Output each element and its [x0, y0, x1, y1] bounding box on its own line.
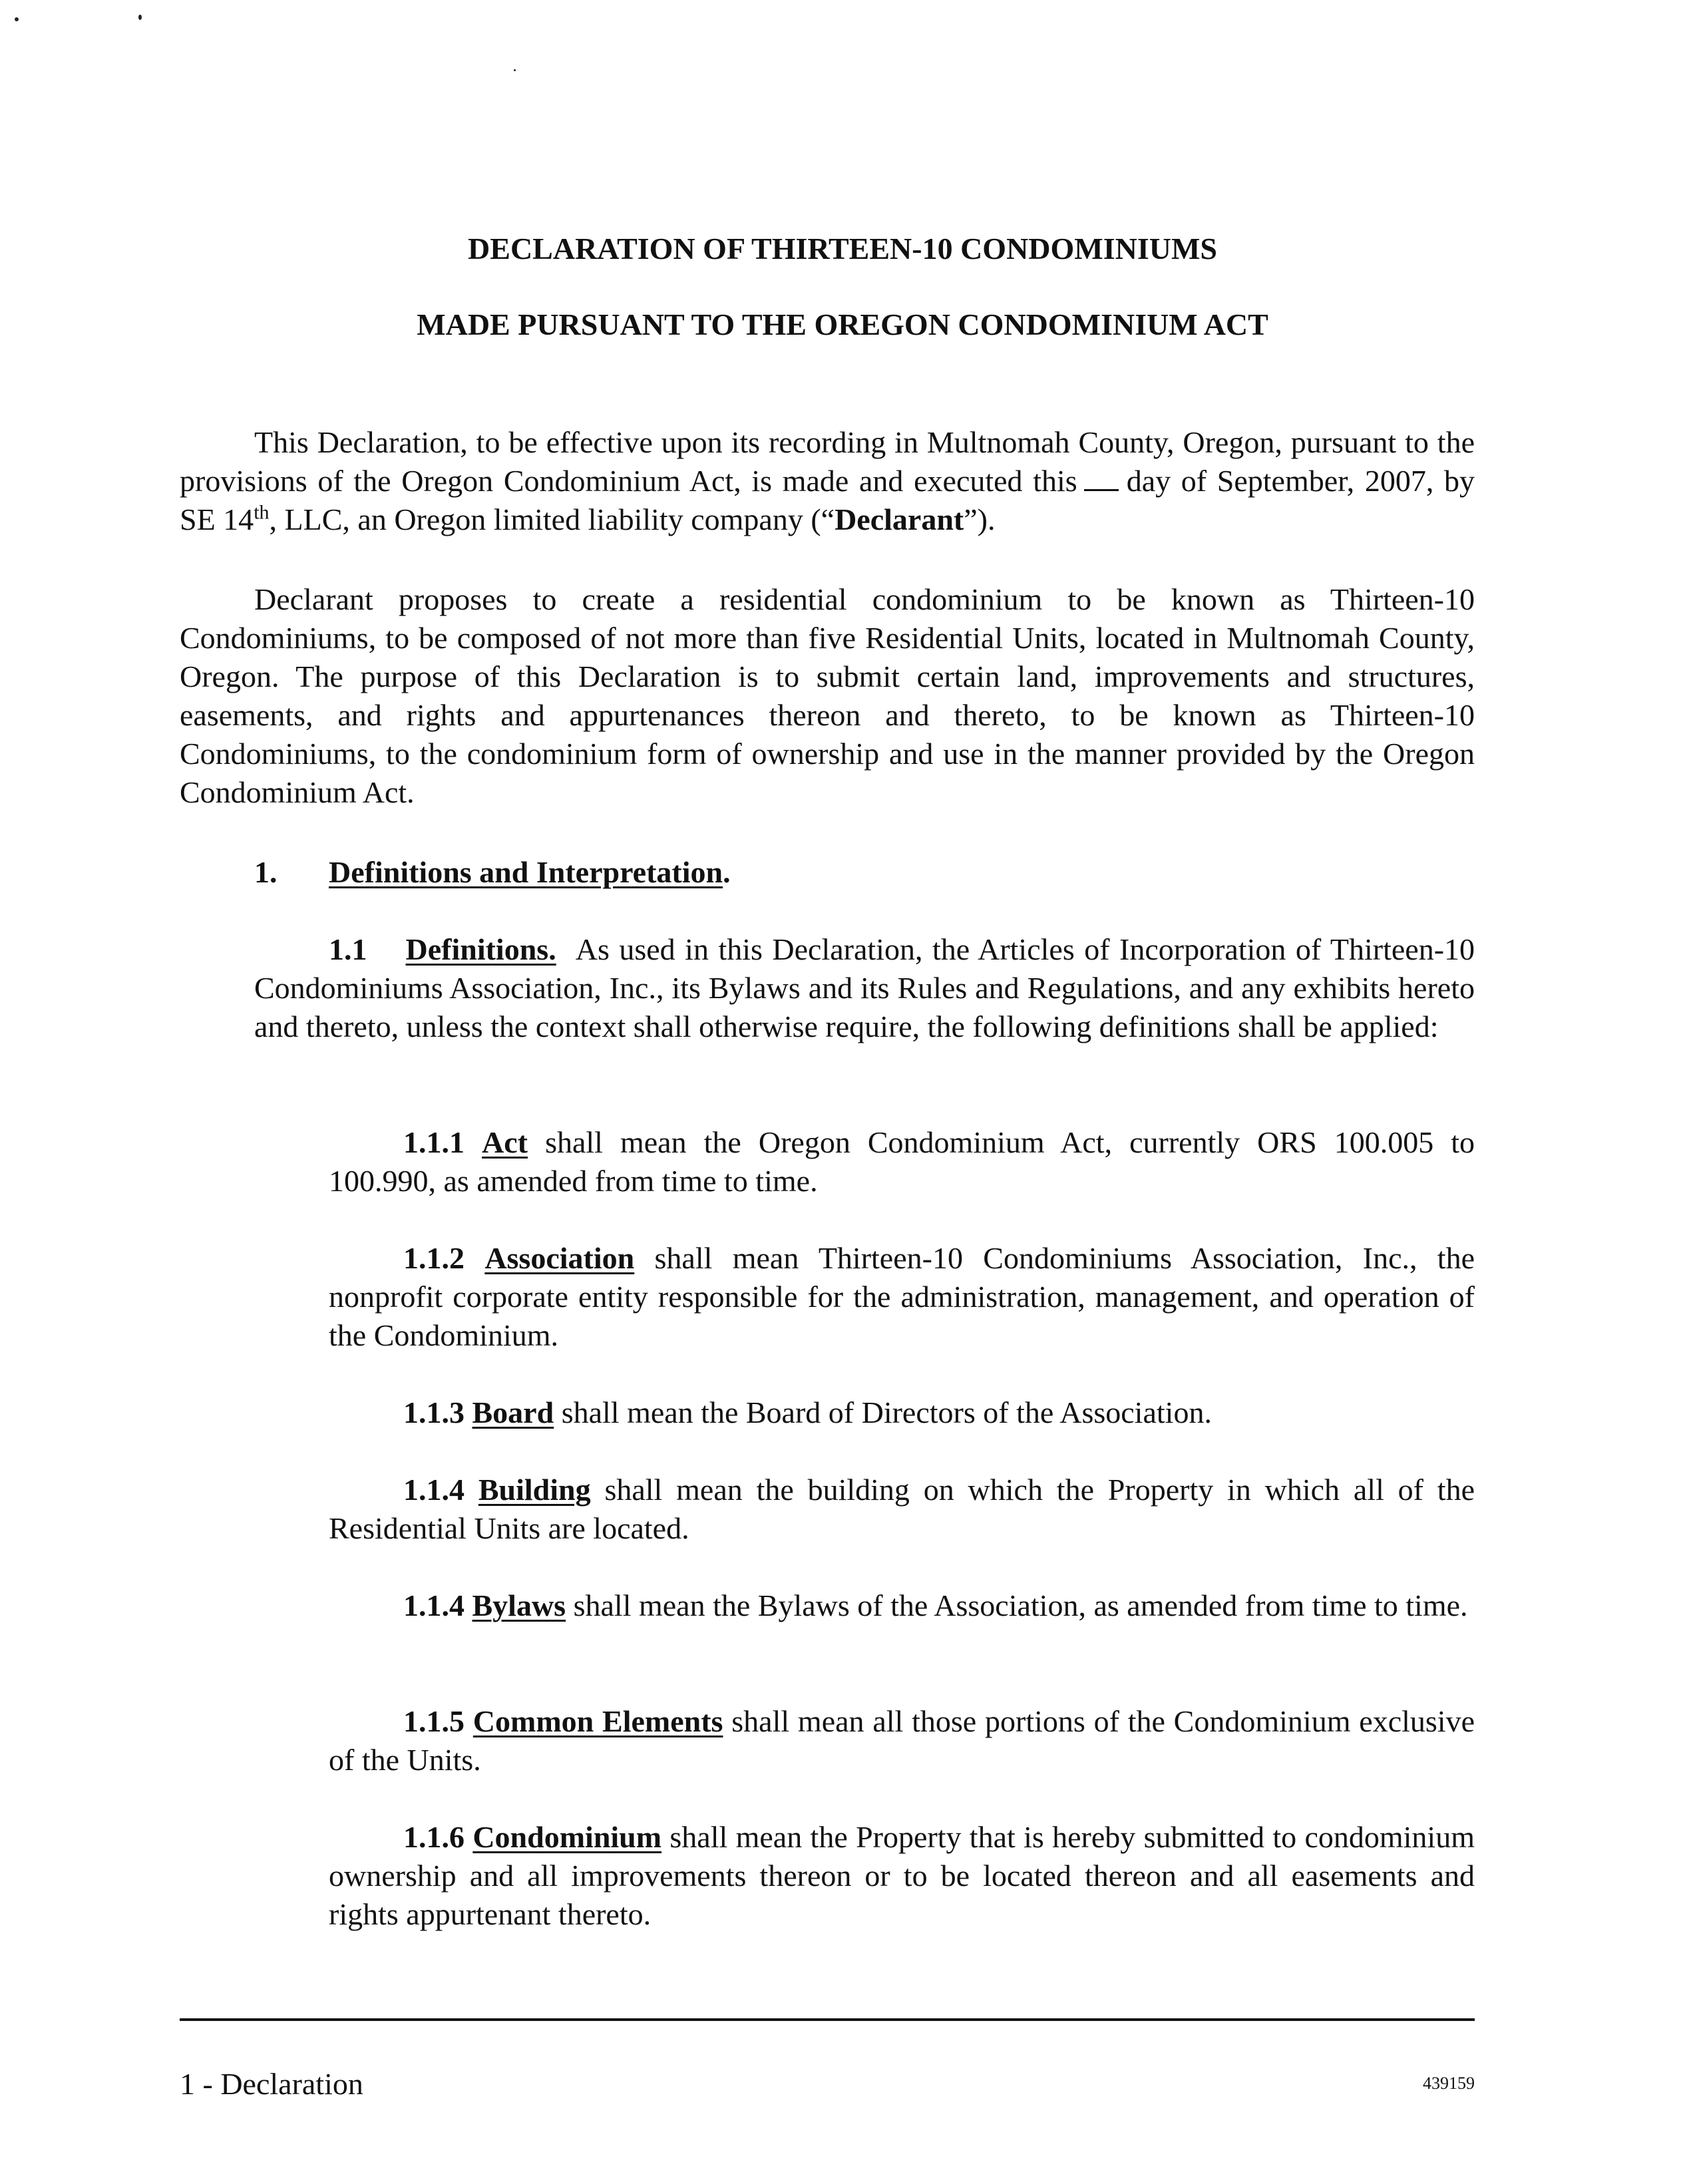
definition-text: shall mean all those portions of the Condominium exclusive of the Units. [329, 1704, 1475, 1777]
document-title: DECLARATION OF THIRTEEN-10 CONDOMINIUMS [468, 232, 1217, 266]
definition-1-1-1 [329, 1123, 1475, 1200]
definition-1-1-4-bylaws [329, 1586, 1475, 1625]
definition-term: Act [482, 1125, 528, 1159]
definition-term: Association [484, 1241, 635, 1275]
intro-text-3: , LLC, an Oregon limited liability company (“ [269, 502, 835, 536]
definition-number: 1.1.5 [403, 1704, 465, 1738]
definition-number: 1.1.1 [403, 1125, 465, 1159]
definition-number: 1.1.4 [403, 1588, 465, 1622]
definition-number: 1.1.3 [403, 1395, 465, 1429]
intro-paragraph [180, 423, 1475, 539]
definition-1-1-6 [329, 1818, 1475, 1934]
footer-doc-number: 439159 [1423, 2074, 1475, 2093]
intro-text-4: ”). [964, 502, 996, 536]
section-1-1-number: 1.1 [329, 932, 367, 966]
section-1-1-text: As used in this Declaration, the Articles of Incorporation of Thirteen-10 Condominiums Association, Inc., its Bylaws and its Rules and Regulations, and any exhibits hereto and thereto, unless the context shall otherwise require, the following definitions shall be applied: [254, 932, 1475, 1043]
section-1-title: Definitions and Interpretation [329, 855, 723, 889]
definition-number: 1.1.4 [403, 1473, 465, 1507]
definition-term: Board [472, 1395, 554, 1429]
purpose-paragraph: Declarant proposes to create a residential condominium to be known as Thirteen-10 Condominiums, to be composed of not more than five Residential Units, located in Multnomah County, Oregon. The purpose of this Declaration is to submit certain land, improvements and structures, easements, and rights and appurtenances thereon and thereto, to be known as Thirteen-10 Condominiums, to the condominium form of ownership and use in the manner provided by the Oregon Condominium Act. [180, 582, 1475, 809]
definition-number: 1.1.2 [403, 1241, 465, 1275]
section-1-suffix: . [723, 855, 731, 889]
intro-text-1: This Declaration, to be effective upon its recording in Multnomah County, Oregon, pursuant to the provisions of the Oregon Condominium Act, is made and executed this [180, 425, 1475, 498]
definition-1-1-5 [329, 1702, 1475, 1779]
section-1-1-paragraph [254, 930, 1475, 1046]
declarant-term: Declarant [835, 502, 964, 536]
definition-1-1-4-building [329, 1471, 1475, 1548]
section-1-number: 1. [254, 855, 278, 889]
section-1-heading [329, 853, 731, 892]
definition-term: Condominium [472, 1820, 662, 1854]
document-subtitle: MADE PURSUANT TO THE OREGON CONDOMINIUM ACT [417, 307, 1268, 341]
scan-speck [138, 15, 142, 20]
footer-page-label: 1 - Declaration [180, 2067, 363, 2101]
definition-term: Building [478, 1473, 591, 1507]
definition-term: Common Elements [472, 1704, 723, 1738]
section-1-1-heading: Definitions. [405, 932, 556, 966]
footer-rule [180, 2018, 1475, 2021]
definition-text: shall mean the Property that is hereby submitted to condominium ownership and all improvements thereon or to be located thereon and all easements and rights appurtenant thereto. [329, 1820, 1475, 1931]
date-blank [1084, 466, 1119, 491]
scan-speck [514, 69, 516, 71]
intro-text-2: day of September, 2007, by SE 14 [180, 464, 1475, 536]
definition-number: 1.1.6 [403, 1820, 465, 1854]
definition-text: shall mean the Board of Directors of the Association. [561, 1395, 1212, 1429]
definition-text: shall mean the Bylaws of the Association, as amended from time to time. [573, 1588, 1468, 1622]
definition-text: shall mean the building on which the Property in which all of the Residential Units are located. [329, 1473, 1475, 1545]
definition-1-1-2 [329, 1239, 1475, 1355]
intro-superscript: th [254, 501, 270, 524]
definition-1-1-3 [329, 1393, 1475, 1432]
definition-text: shall mean Thirteen-10 Condominiums Association, Inc., the nonprofit corporate entity responsible for the administration, management, and operation of the Condominium. [329, 1241, 1475, 1352]
scan-speck [15, 17, 19, 21]
definition-term: Bylaws [472, 1588, 566, 1622]
definition-text: shall mean the Oregon Condominium Act, currently ORS 100.005 to 100.990, as amended from time to time. [329, 1125, 1475, 1198]
